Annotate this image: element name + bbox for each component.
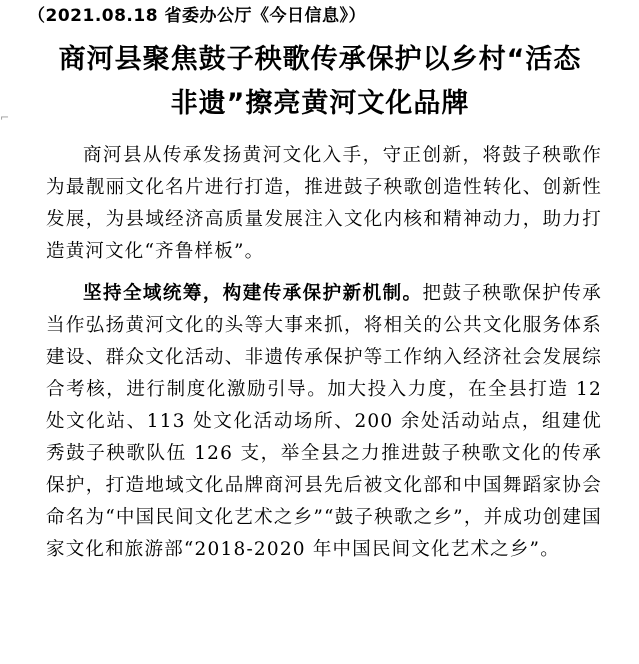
paragraph-intro: 商河县从传承发扬黄河文化入手，守正创新，将鼓子秧歌作为最靓丽文化名片进行打造，推进鼓子秧歌创造性转化、创新性发展，为县域经济高质量发展注入文化内核和精神动力，助力打造黄河文化“齐鲁样板”。 (46, 145, 602, 262)
article-title-line-1: 商河县聚焦鼓子秧歌传承保护以乡村“活态 (58, 44, 582, 75)
paragraph-mechanism-text: 把鼓子秧歌保护传承当作弘扬黄河文化的头等大事来抓，将相关的公共文化服务体系建设、群众文化活动、非遗传承保护等工作纳入经济社会发展综合考核，进行制度化激励引导。加大投入力度，在全县打造 12 处文化站、113 处文化活动场所、200 余处活动站点，组建优秀鼓子秧歌队伍 126 支，举全县之力推进鼓子秧歌文化的传承保护，打造地域文化品牌商河县先后被文化部和中国舞蹈家协会命名为“中国民间文化艺术之乡”“鼓子秧歌之乡”，并成功创建国家文化和旅游部“2018-2020 年中国民间文化艺术之乡”。 (46, 283, 602, 560)
paragraph-lead-heading: 坚持全域统筹，构建传承保护新机制。 (83, 283, 423, 304)
article-title (20, 38, 620, 126)
article-body (46, 140, 602, 576)
article-title-line-2: 非遗”擦亮黄河文化品牌 (170, 88, 470, 119)
source-citation: （2021.08.18 省委办公厅《今日信息》） (28, 6, 366, 26)
margin-mark-icon: ⌐ (0, 111, 10, 124)
paragraph-mechanism (46, 278, 602, 566)
